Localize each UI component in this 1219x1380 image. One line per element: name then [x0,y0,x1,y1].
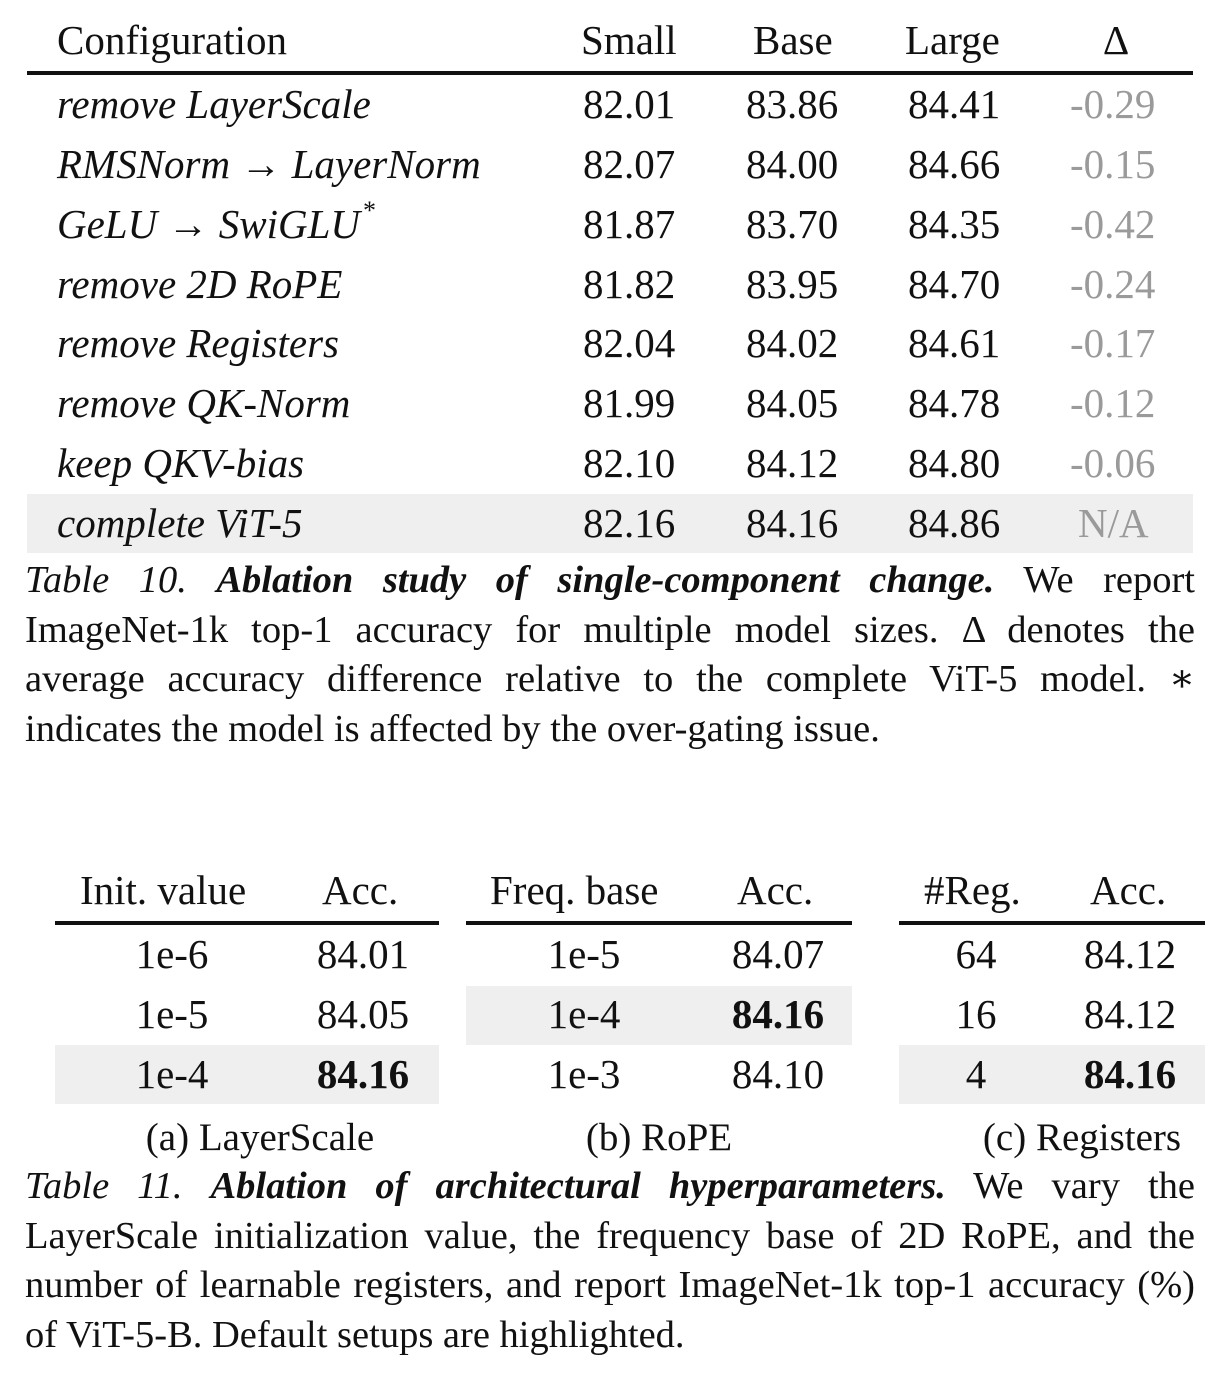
a-row-2-value: 1e-5 [135,991,209,1037]
table-10-caption-title: Ablation study of single-component change. [216,559,995,601]
header-large: Large [905,17,1000,63]
b-row-3-value: 1e-3 [547,1051,621,1097]
row-2-base: 84.00 [746,141,839,187]
row-5-delta: -0.17 [1070,320,1156,366]
row-8-base: 84.16 [746,500,839,546]
row-7-base: 84.12 [746,440,839,486]
a-row-1-acc: 84.01 [316,931,410,977]
b-row-1-value: 1e-5 [547,931,621,977]
row-2-large: 84.66 [908,141,1001,187]
row-1-large: 84.41 [908,81,1001,127]
c-row-1-value: 64 [955,931,997,977]
row-6-small: 81.99 [583,380,676,426]
table-11-caption-text: We vary the LayerScale initialization value, the frequency base of 2D RoPE, and the number of learnable registers, and report ImageNet-1k top-1 accuracy (%) of ViT-5-B. Default setups are highlighted. [25,1165,1195,1356]
a-row-2-acc: 84.05 [316,991,410,1037]
row-3-config-text: GeLU → SwiGLU [57,201,360,247]
row-8-large: 84.86 [908,500,1001,546]
b-row-3-acc: 84.10 [731,1051,825,1097]
row-3-large: 84.35 [908,201,1001,247]
row-4-config: remove 2D RoPE [57,261,343,307]
row-1-small: 82.01 [583,81,676,127]
table-10-caption-text: We report ImageNet-1k top-1 accuracy for multiple model sizes. Δ denotes the average accuracy difference relative to the complete ViT-5 model. ∗ indicates the model is affected by the over-gating issue. [25,559,1195,750]
b-row-2-value: 1e-4 [547,991,621,1037]
row-5-small: 82.04 [583,320,676,366]
row-7-config: keep QKV-bias [57,440,305,486]
b-row-2-acc: 84.16 [731,991,825,1037]
a-row-3-value: 1e-4 [135,1051,209,1097]
row-3-config [57,196,376,247]
row-5-large: 84.61 [908,320,1001,366]
c-header-acc: Acc. [1090,867,1167,913]
a-header-acc: Acc. [322,867,399,913]
a-header-init: Init. value [80,867,247,913]
c-label: (c) Registers [982,1116,1182,1159]
row-6-large: 84.78 [908,380,1001,426]
row-8-delta: N/A [1078,500,1149,546]
row-3-config-sup: * [362,196,376,225]
b-label: (b) RoPE [585,1116,733,1159]
table-11-caption [25,1162,1195,1360]
c-header-rule [899,921,1205,925]
row-4-small: 81.82 [583,261,676,307]
c-row-2-acc: 84.12 [1083,991,1177,1037]
row-3-small: 81.87 [583,201,676,247]
a-row-3-acc: 84.16 [316,1051,410,1097]
table-10-caption [25,556,1195,754]
row-2-delta: -0.15 [1070,141,1156,187]
c-row-3-acc: 84.16 [1083,1051,1177,1097]
c-header-reg: #Reg. [924,867,1021,913]
row-2-config: RMSNorm → LayerNorm [57,141,481,187]
header-base: Base [753,17,833,63]
row-6-base: 84.05 [746,380,839,426]
header-configuration: Configuration [57,17,288,63]
row-3-delta: -0.42 [1070,201,1156,247]
row-6-config: remove QK-Norm [57,380,351,426]
row-5-config: remove Registers [57,320,339,366]
a-row-1-value: 1e-6 [135,931,209,977]
row-2-small: 82.07 [583,141,676,187]
row-3-base: 83.70 [746,201,839,247]
row-7-delta: -0.06 [1070,440,1156,486]
table-11-caption-title: Ablation of architectural hyperparameters. [210,1165,946,1207]
row-4-base: 83.95 [746,261,839,307]
row-1-base: 83.86 [746,81,839,127]
a-header-rule [55,921,439,925]
row-4-delta: -0.24 [1070,261,1156,307]
b-header-rule [466,921,852,925]
row-7-large: 84.80 [908,440,1001,486]
row-8-config: complete ViT-5 [57,500,303,546]
table-10-caption-label: Table 10. [25,559,187,601]
row-7-small: 82.10 [583,440,676,486]
row-8-small: 82.16 [583,500,676,546]
c-row-1-acc: 84.12 [1083,931,1177,977]
row-5-base: 84.02 [746,320,839,366]
b-header-acc: Acc. [737,867,814,913]
b-header-freq: Freq. base [490,867,659,913]
header-small: Small [581,17,677,63]
header-rule [27,71,1193,75]
c-row-3-value: 4 [965,1051,987,1097]
b-row-1-acc: 84.07 [731,931,825,977]
row-4-large: 84.70 [908,261,1001,307]
table-11-caption-label: Table 11. [25,1165,183,1207]
row-1-delta: -0.29 [1070,81,1156,127]
row-1-config: remove LayerScale [57,81,371,127]
c-row-2-value: 16 [955,991,997,1037]
header-delta: Δ [1102,17,1130,63]
row-6-delta: -0.12 [1070,380,1156,426]
a-label: (a) LayerScale [145,1116,375,1159]
